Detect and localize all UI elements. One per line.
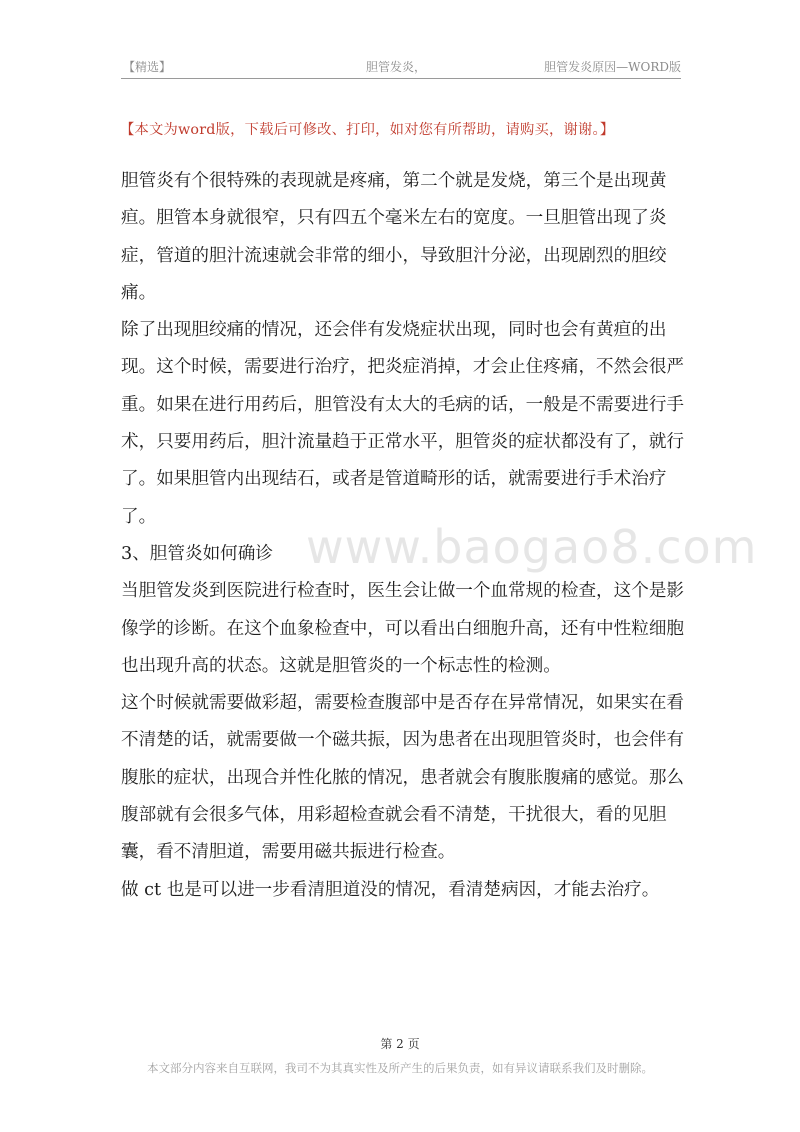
paragraph-5: 做 ct 也是可以进一步看清胆道没的情况，看清楚病因，才能去治疗。: [121, 879, 660, 900]
document-body: [121, 163, 686, 909]
paragraph-1: 胆管炎有个很特殊的表现就是疼痛，第二个就是发烧，第三个是出现黄疸。胆管本身就很窄，只有四五个毫米左右的宽度。一旦胆管出现了炎症，管道的胆汁流速就会非常的细小，导致胆汁分泌，出现剧烈的胆绞痛。: [121, 171, 667, 303]
paragraph-3: 当胆管发炎到医院进行检查时，医生会让做一个血常规的检查，这个是影像学的诊断。在这个血象检查中，可以看出白细胞升高，还有中性粒细胞也出现升高的状态。这就是胆管炎的一个标志性的检测。: [121, 581, 685, 676]
header-right-label: 胆管发炎原因—WORD版: [544, 60, 681, 74]
paragraph-2: 除了出现胆绞痛的情况，还会伴有发烧症状出现，同时也会有黄疸的出现。这个时候，需要进行治疗，把炎症消掉，才会止住疼痛，不然会很严重。如果在进行用药后，胆管没有太大的毛病的话，一般是不需要进行手术，只要用药后，胆汁流量趋于正常水平，胆管炎的症状都没有了，就行了。如果胆管内出现结石，或者是管道畸形的话，就需要进行手术治疗了。: [121, 320, 685, 527]
section-heading: 3、胆管炎如何确诊: [121, 543, 273, 564]
footer-disclaimer: 本文部分内容来自互联网，我司不为其真实性及所产生的后果负责，如有异议请联系我们及时删除。: [147, 1061, 653, 1075]
header-title: 胆管发炎，: [366, 60, 427, 74]
header-left-label: 【精选】: [123, 60, 172, 74]
paragraph-4: 这个时候就需要做彩超，需要检查腹部中是否存在异常情况，如果实在看不清楚的话，就需要做一个磁共振，因为患者在出现胆管炎时，也会伴有腹胀的症状，出现合并性化脓的情况，患者就会有腹胀腹痛的感觉。那么腹部就有会很多气体，用彩超检查就会看不清楚，干扰很大，看的见胆囊，看不清胆道，需要用磁共振进行检查。: [121, 693, 685, 863]
page-number: 第 2 页: [380, 1037, 420, 1051]
page-header: [121, 52, 681, 79]
download-notice: 【本文为word版，下载后可修改、打印，如对您有所帮助，请购买，谢谢。】: [120, 122, 615, 138]
watermark: www.baogao8.com: [306, 520, 758, 574]
